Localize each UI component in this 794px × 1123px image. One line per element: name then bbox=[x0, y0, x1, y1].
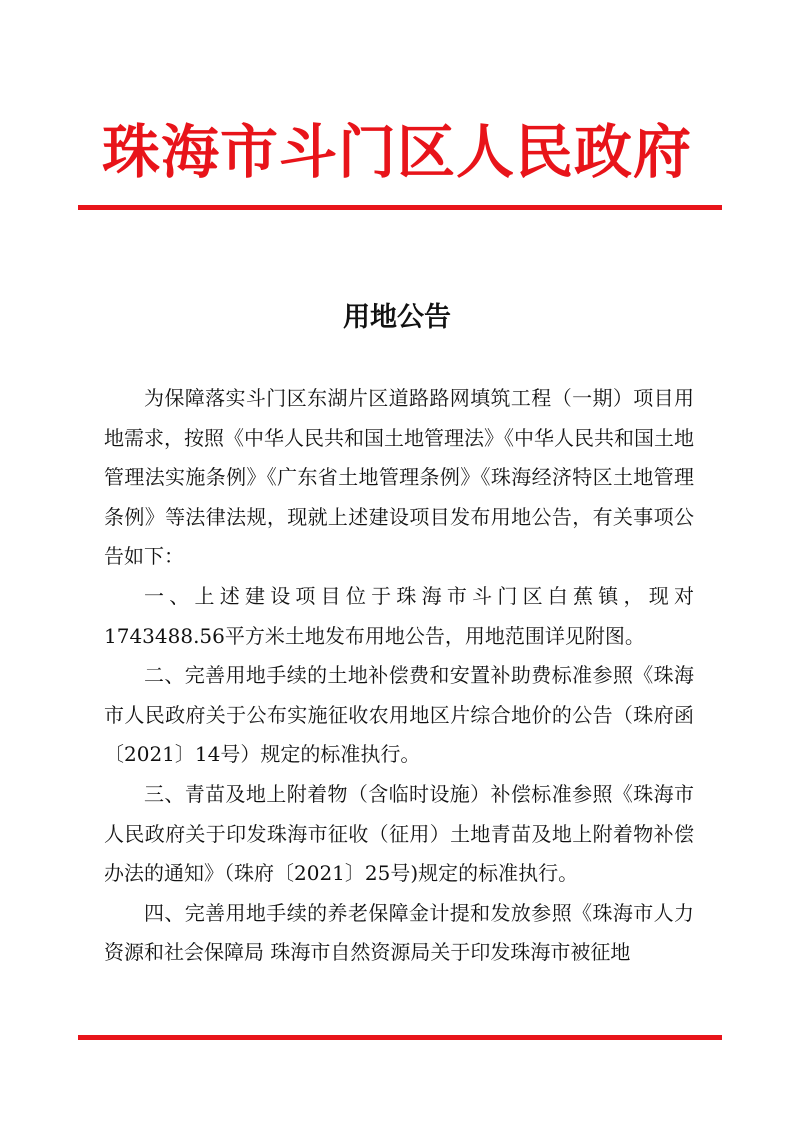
body-paragraph-2: 二、完善用地手续的土地补偿费和安置补助费标准参照《珠海市人民政府关于公布实施征收农用地区片综合地价的公告（珠府函〔2021〕14号）规定的标准执行。 bbox=[104, 663, 694, 767]
body-paragraph-1: 一、上述建设项目位于珠海市斗门区白蕉镇，现对1743488.56平方米土地发布用地公告，用地范围详见附图。 bbox=[104, 583, 694, 648]
body-paragraph-3: 三、青苗及地上附着物（含临时设施）补偿标准参照《珠海市人民政府关于印发珠海市征收（征用）土地青苗及地上附着物补偿办法的通知》（珠府〔2021〕25号)规定的标准执行。 bbox=[104, 781, 694, 886]
footer-red-rule bbox=[78, 1035, 722, 1040]
document-title: 用地公告 bbox=[343, 302, 451, 333]
document-body bbox=[104, 379, 694, 973]
government-header-title: 珠海市斗门区人民政府 bbox=[101, 118, 692, 186]
header-red-rule bbox=[78, 205, 722, 210]
body-paragraph-4: 四、完善用地手续的养老保障金计提和发放参照《珠海市人力资源和社会保障局 珠海市自然资源局关于印发珠海市被征地 bbox=[104, 900, 694, 965]
body-paragraph-intro: 为保障落实斗门区东湖片区道路路网填筑工程（一期）项目用地需求，按照《中华人民共和国土地管理法》《中华人民共和国土地管理法实施条例》《广东省土地管理条例》《珠海经济特区土地管理条例》等法律法规，现就上述建设项目发布用地公告，有关事项公告如下： bbox=[104, 386, 694, 569]
